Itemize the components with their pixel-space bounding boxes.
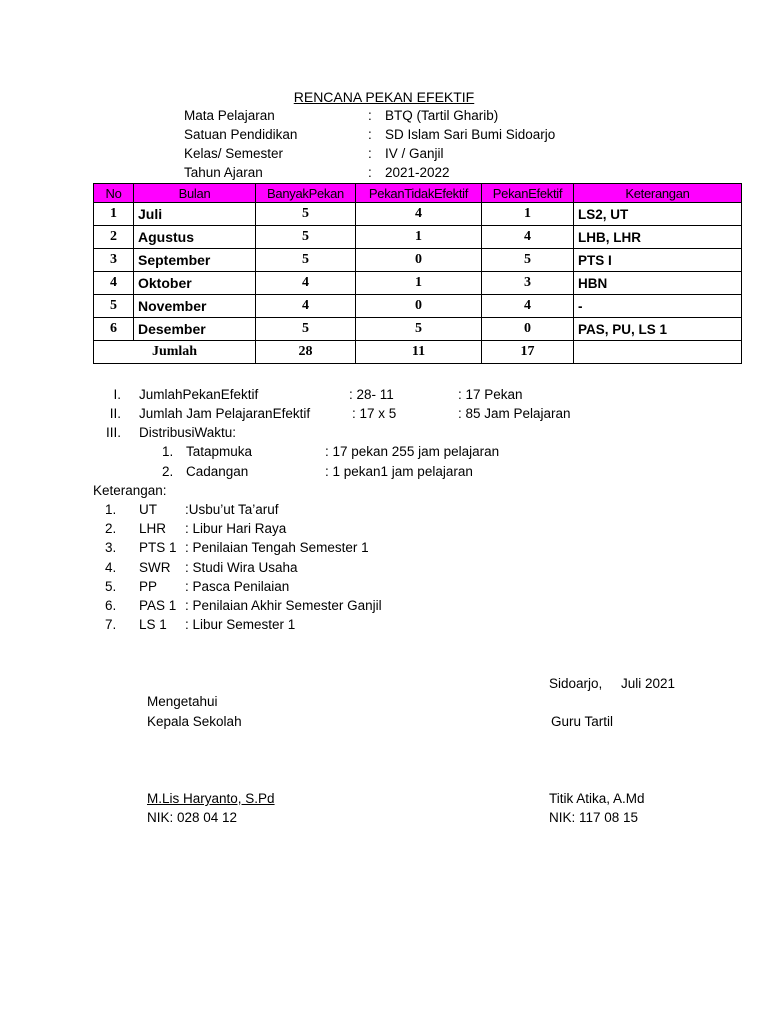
summary-right: : 17 Pekan (458, 387, 523, 402)
meta-colon: : (368, 108, 372, 123)
keterangan-number: 5. (105, 579, 117, 594)
distribusi-number: 2. (162, 464, 174, 479)
cell-pekan-efektif: 3 (482, 272, 574, 295)
keterangan-abbr: SWR (139, 560, 171, 575)
cell-banyak-pekan: 4 (256, 272, 356, 295)
cell-total-pekan-efektif: 17 (482, 341, 574, 364)
header-keterangan: Keterangan (574, 184, 742, 203)
keterangan-abbr: LHR (139, 521, 167, 536)
meta-label-tahun-ajaran: Tahun Ajaran (184, 165, 263, 180)
cell-banyak-pekan: 4 (256, 295, 356, 318)
header-bulan: Bulan (134, 184, 256, 203)
keterangan-desc: : Libur Semester 1 (185, 617, 296, 632)
keterangan-desc: :Usbu’ut Ta’aruf (185, 502, 279, 517)
signature-guru-name: Titik Atika, A.Md (549, 791, 645, 806)
signature-kepala-name: M.Lis Haryanto, S.Pd (147, 791, 275, 806)
cell-total-pekan-tidak-efektif: 11 (356, 341, 482, 364)
cell-bulan: Agustus (134, 226, 256, 249)
keterangan-number: 1. (105, 502, 117, 517)
pekan-efektif-table (93, 183, 742, 364)
table-header-row (94, 184, 742, 203)
cell-bulan: September (134, 249, 256, 272)
cell-pekan-tidak-efektif: 4 (356, 203, 482, 226)
cell-no: 6 (94, 318, 134, 341)
cell-bulan: Oktober (134, 272, 256, 295)
cell-pekan-efektif: 5 (482, 249, 574, 272)
summary-right: : 85 Jam Pelajaran (458, 406, 571, 421)
keterangan-number: 2. (105, 521, 117, 536)
header-pekan-efektif: PekanEfektif (482, 184, 574, 203)
summary-mid: : 17 x 5 (352, 406, 397, 421)
cell-pekan-efektif: 0 (482, 318, 574, 341)
keterangan-abbr: PAS 1 (139, 598, 177, 613)
cell-pekan-tidak-efektif: 5 (356, 318, 482, 341)
meta-label-kelas-semester: Kelas/ Semester (184, 146, 284, 161)
cell-total-keterangan (574, 341, 742, 364)
meta-value-tahun-ajaran: 2021-2022 (385, 165, 450, 180)
keterangan-abbr: UT (139, 502, 157, 517)
cell-banyak-pekan: 5 (256, 318, 356, 341)
cell-no: 2 (94, 226, 134, 249)
summary-label: JumlahPekanEfektif (139, 387, 259, 402)
distribusi-number: 1. (162, 444, 174, 459)
meta-label-mata-pelajaran: Mata Pelajaran (184, 108, 275, 123)
cell-keterangan: PTS I (574, 249, 742, 272)
document-title: RENCANA PEKAN EFEKTIF (293, 89, 475, 105)
cell-banyak-pekan: 5 (256, 226, 356, 249)
signature-kepala-sekolah: Kepala Sekolah (147, 714, 242, 729)
cell-keterangan: LS2, UT (574, 203, 742, 226)
cell-no: 5 (94, 295, 134, 318)
keterangan-number: 3. (105, 540, 117, 555)
signature-date: Juli 2021 (621, 676, 676, 691)
cell-banyak-pekan: 5 (256, 249, 356, 272)
keterangan-desc: : Penilaian Tengah Semester 1 (185, 540, 369, 555)
summary-label: DistribusiWaktu: (139, 425, 237, 440)
cell-keterangan: PAS, PU, LS 1 (574, 318, 742, 341)
cell-bulan: November (134, 295, 256, 318)
distribusi-label: Tatapmuka (186, 444, 253, 459)
header-no: No (94, 184, 134, 203)
signature-kepala-nik: NIK: 028 04 12 (147, 810, 238, 825)
summary-label: Jumlah Jam PelajaranEfektif (139, 406, 311, 421)
table-row (94, 249, 742, 272)
header-banyak-pekan: BanyakPekan (256, 184, 356, 203)
summary-mid: : 28- 11 (349, 387, 394, 402)
cell-no: 3 (94, 249, 134, 272)
signature-guru-role: Guru Tartil (551, 714, 614, 729)
cell-pekan-tidak-efektif: 0 (356, 295, 482, 318)
keterangan-number: 6. (105, 598, 117, 613)
keterangan-abbr: PTS 1 (139, 540, 177, 555)
meta-value-kelas-semester: IV / Ganjil (385, 146, 444, 161)
cell-pekan-tidak-efektif: 1 (356, 272, 482, 295)
keterangan-number: 7. (105, 617, 117, 632)
cell-keterangan: HBN (574, 272, 742, 295)
meta-colon: : (368, 165, 372, 180)
signature-guru-nik: NIK: 117 08 15 (549, 810, 639, 825)
keterangan-number: 4. (105, 560, 117, 575)
keterangan-desc: : Libur Hari Raya (185, 521, 287, 536)
cell-bulan: Desember (134, 318, 256, 341)
cell-bulan: Juli (134, 203, 256, 226)
table-row (94, 272, 742, 295)
cell-pekan-tidak-efektif: 0 (356, 249, 482, 272)
cell-pekan-tidak-efektif: 1 (356, 226, 482, 249)
summary-number: I. (113, 387, 121, 402)
summary-number: II. (109, 406, 121, 421)
cell-no: 4 (94, 272, 134, 295)
table-row (94, 318, 742, 341)
cell-keterangan: LHB, LHR (574, 226, 742, 249)
keterangan-abbr: PP (139, 579, 158, 594)
keterangan-desc: : Studi Wira Usaha (185, 560, 298, 575)
cell-no: 1 (94, 203, 134, 226)
table-total-row (94, 341, 742, 364)
table-row (94, 295, 742, 318)
cell-keterangan: - (574, 295, 742, 318)
distribusi-label: Cadangan (186, 464, 249, 479)
summary-number: III. (105, 425, 121, 440)
cell-jumlah-label: Jumlah (94, 341, 256, 364)
cell-pekan-efektif: 1 (482, 203, 574, 226)
cell-total-banyak-pekan: 28 (256, 341, 356, 364)
keterangan-title: Keterangan: (93, 483, 167, 498)
distribusi-value: : 1 pekan1 jam pelajaran (325, 464, 473, 479)
meta-colon: : (368, 127, 372, 142)
meta-colon: : (368, 146, 372, 161)
header-pekan-tidak-efektif: PekanTidakEfektif (356, 184, 482, 203)
table-row (94, 226, 742, 249)
cell-pekan-efektif: 4 (482, 295, 574, 318)
distribusi-value: : 17 pekan 255 jam pelajaran (325, 444, 500, 459)
keterangan-abbr: LS 1 (139, 617, 167, 632)
cell-banyak-pekan: 5 (256, 203, 356, 226)
keterangan-desc: : Pasca Penilaian (185, 579, 290, 594)
table-row (94, 203, 742, 226)
meta-label-satuan-pendidikan: Satuan Pendidikan (184, 127, 298, 142)
cell-pekan-efektif: 4 (482, 226, 574, 249)
keterangan-desc: : Penilaian Akhir Semester Ganjil (185, 598, 382, 613)
signature-place: Sidoarjo, (549, 676, 603, 691)
meta-value-mata-pelajaran: BTQ (Tartil Gharib) (385, 108, 499, 123)
signature-mengetahui: Mengetahui (147, 694, 218, 709)
meta-value-satuan-pendidikan: SD Islam Sari Bumi Sidoarjo (385, 127, 556, 142)
